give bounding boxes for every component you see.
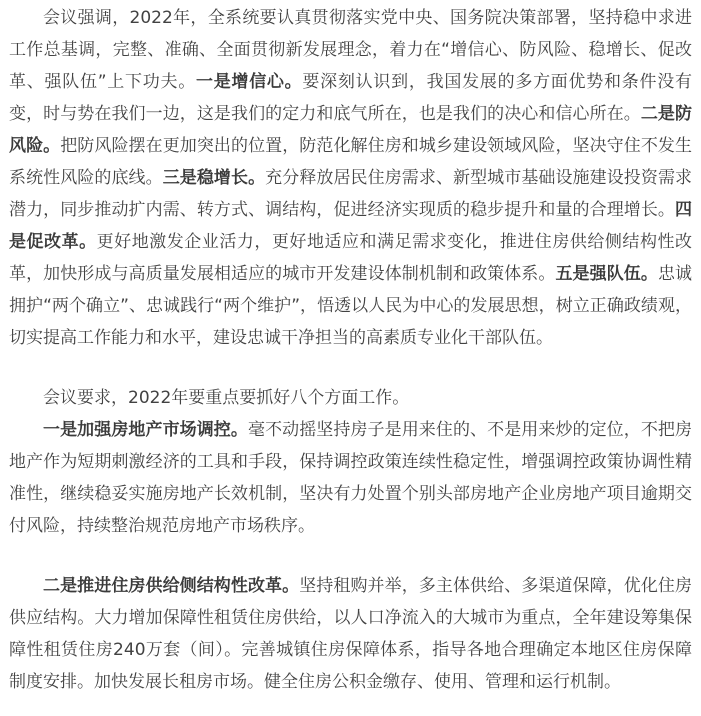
text-segment: 忠诚拥护“两个确立”、忠诚践行“两个维护”，悟透以人民为中心的发展思想，树立正确政绩观，切实提高工作能力和水平，建设忠诚干净担当的高素质专业化干部队伍。 bbox=[9, 264, 693, 348]
text-segment: 要深刻认识到，我国发展的多方面优势和条件没有变，时与势在我们一边，这是我们的定力和底气所在，也是我们的决心和信心所在。 bbox=[9, 72, 692, 124]
text-segment: 更好地激发企业活力，更好地适应和满足需求变化，推进住房供给侧结构性改革，加快形成与高质量发展相适应的城市开发建设体制机制和政策体系。 bbox=[9, 232, 693, 284]
text-segment: 坚持租购并举，多主体供给、多渠道保障，优化住房供应结构。大力增加保障性租赁住房供给，以人口净流入的大城市为重点，全年建设筹集保障性租赁住房240万套（间）。完善城镇住房保障体系，指导各地合理确定本地区住房保障制度安排。加快发展长租房市场。健全住房公积金缴存、使用、管理和运行机制。 bbox=[9, 576, 693, 692]
bold-text-segment: 五是强队伍。 bbox=[555, 264, 658, 284]
paragraph-meeting-emphasis bbox=[9, 2, 692, 354]
text-segment: 充分释放居民住房需求、新型城市基础设施建设投资需求潜力，同步推动扩内需、转方式、调结构，促进经济实现质的稳步提升和量的合理增长。 bbox=[9, 168, 693, 220]
bold-text-segment: 四是促改革。 bbox=[9, 200, 692, 252]
paragraph-task-2-housing-supply-reform bbox=[9, 570, 692, 698]
text-segment: 毫不动摇坚持房子是用来住的、不是用来炒的定位，不把房地产作为短期刺激经济的工具和手段，保持调控政策连续性稳定性，增强调控政策协调性精准性，继续稳妥实施房地产长效机制，坚决有力处置个别头部房地产企业房地产项目逾期交付风险，持续整治规范房地产市场秩序。 bbox=[9, 420, 693, 536]
text-segment: 会议强调，2022年，全系统要认真贯彻落实党中央、国务院决策部署，坚持稳中求进工作总基调，完整、准确、全面贯彻新发展理念，着力在“增信心、防风险、稳增长、促改革、强队伍”上下功夫。 bbox=[9, 8, 692, 92]
text-segment: 把防风险摆在更加突出的位置，防范化解住房和城乡建设领域风险，坚决守住不发生系统性风险的底线。 bbox=[9, 136, 693, 188]
text-segment: 会议要求，2022年要重点要抓好八个方面工作。 bbox=[43, 388, 410, 408]
bold-text-segment: 三是稳增长。 bbox=[162, 168, 266, 188]
bold-text-segment: 一是增信心。 bbox=[195, 72, 303, 92]
bold-text-segment: 二是推进住房供给侧结构性改革。 bbox=[43, 576, 300, 596]
article-body bbox=[9, 2, 692, 698]
paragraph-task-1-real-estate-regulation bbox=[9, 414, 692, 542]
paragraph-meeting-requirements-intro bbox=[9, 382, 692, 414]
bold-text-segment: 二是防风险。 bbox=[9, 104, 693, 156]
bold-text-segment: 一是加强房地产市场调控。 bbox=[43, 420, 248, 440]
